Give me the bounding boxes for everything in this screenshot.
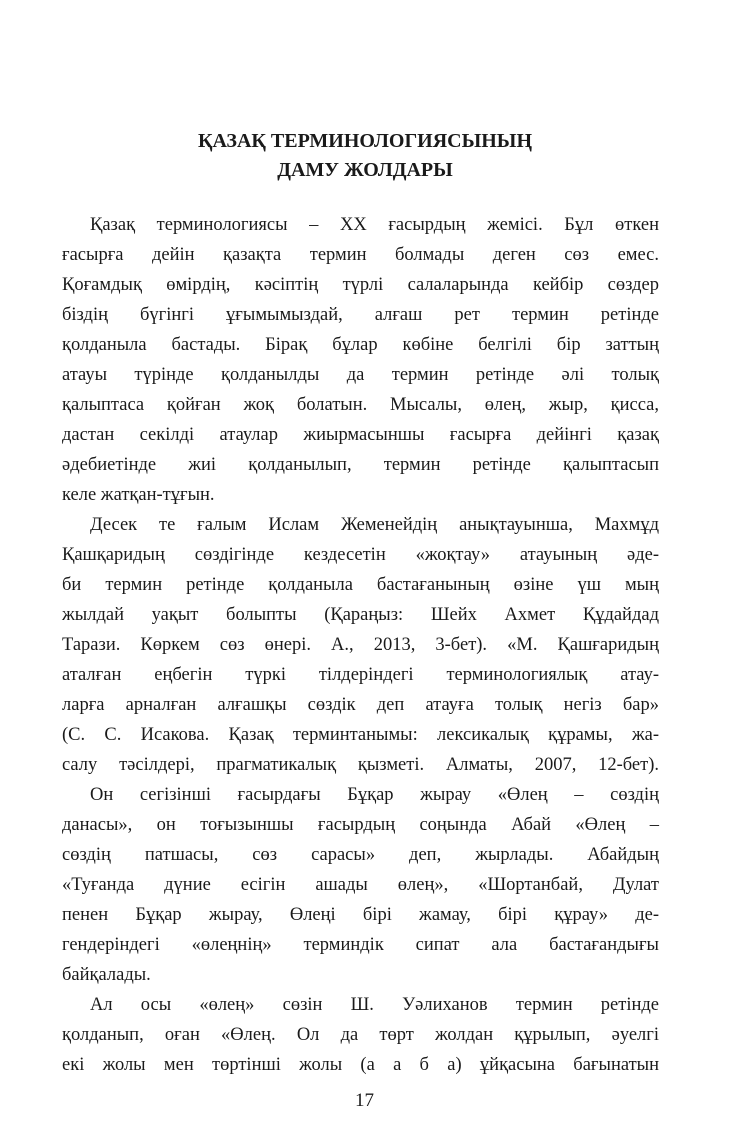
text-line: қолданыла бастады. Бірақ бұлар көбіне белгілі бір заттың: [62, 335, 659, 355]
text-line: атауы түрінде қолданылды да термин ретінде әлі толық: [62, 365, 659, 385]
text-line: әдебиетінде жиі қолданылып, термин ретінде қалыптасып: [62, 455, 659, 475]
text-line: Қоғамдық өмірдің, кәсіптің түрлі салаларында кейбір сөздер: [62, 275, 659, 295]
text-line: қолданып, оған «Өлең. Ол да төрт жолдан құрылып, әуелгі: [62, 1025, 659, 1045]
text-line: қалыптаса қойған жоқ болатын. Мысалы, өлең, жыр, қисса,: [62, 395, 659, 415]
chapter-title-line-1: ҚАЗАҚ ТЕРМИНОЛОГИЯСЫНЫҢ: [197, 130, 533, 152]
text-line: біздің бүгінгі ұғымымыздай, алғаш рет термин ретінде: [62, 305, 659, 325]
text-line: (С. С. Исакова. Қазақ терминтанымы: лексикалық құрамы, жа-: [62, 725, 659, 745]
text-line: Десек те ғалым Ислам Жеменейдің анықтауынша, Махмұд: [90, 515, 659, 535]
text-line: байқалады.: [62, 965, 151, 985]
text-line: би термин ретінде қолданыла бастағанының өзіне үш мың: [62, 575, 659, 595]
text-line: дастан секілді атаулар жиырмасыншы ғасырға дейінгі қазақ: [62, 425, 659, 445]
text-line: «Туғанда дүние есігін ашады өлең», «Шортанбай, Дулат: [62, 875, 659, 895]
text-line: Қазақ терминологиясы – ХХ ғасырдың жемісі. Бұл өткен: [90, 215, 659, 235]
page-number: 17: [355, 1090, 374, 1111]
text-line: Тарази. Көркем сөз өнері. А., 2013, 3-бет). «М. Қашғаридың: [62, 635, 659, 655]
text-line: жылдай уақыт болыпты (Қараңыз: Шейх Ахмет Құдайдад: [62, 605, 659, 625]
text-line: пенен Бұқар жырау, Өлеңі бірі жамау, бірі құрау» де-: [62, 905, 659, 925]
text-line: екі жолы мен төртінші жолы (а а б а) ұйқасына бағынатын: [62, 1055, 659, 1075]
text-line: данасы», он тоғызыншы ғасырдың соңында Абай «Өлең –: [62, 815, 659, 835]
text-line: сөздің патшасы, сөз сарасы» деп, жырлады. Абайдың: [62, 845, 659, 865]
text-line: ғасырға дейін қазақта термин болмады деген сөз емес.: [62, 245, 659, 265]
chapter-title-line-2: ДАМУ ЖОЛДАРЫ: [277, 159, 453, 181]
text-line: Қашқаридың сөздігінде кездесетін «жоқтау» атауының әде-: [62, 545, 659, 565]
text-line: гендеріндегі «өлеңнің» терминдік сипат ала бастағандығы: [62, 935, 659, 955]
text-line: келе жатқан-тұғын.: [62, 485, 215, 505]
text-line: салу тәсілдері, прагматикалық қызметі. Алматы, 2007, 12-бет).: [62, 755, 659, 775]
text-line: Он сегізінші ғасырдағы Бұқар жырау «Өлең – сөздің: [90, 785, 659, 805]
text-line: ларға арналған алғашқы сөздік деп атауға толық негіз бар»: [62, 695, 659, 715]
text-line: Ал осы «өлең» сөзін Ш. Уәлиханов термин ретінде: [90, 995, 659, 1015]
text-line: аталған еңбегін түркі тілдеріндегі терминологиялық атау-: [62, 665, 659, 685]
